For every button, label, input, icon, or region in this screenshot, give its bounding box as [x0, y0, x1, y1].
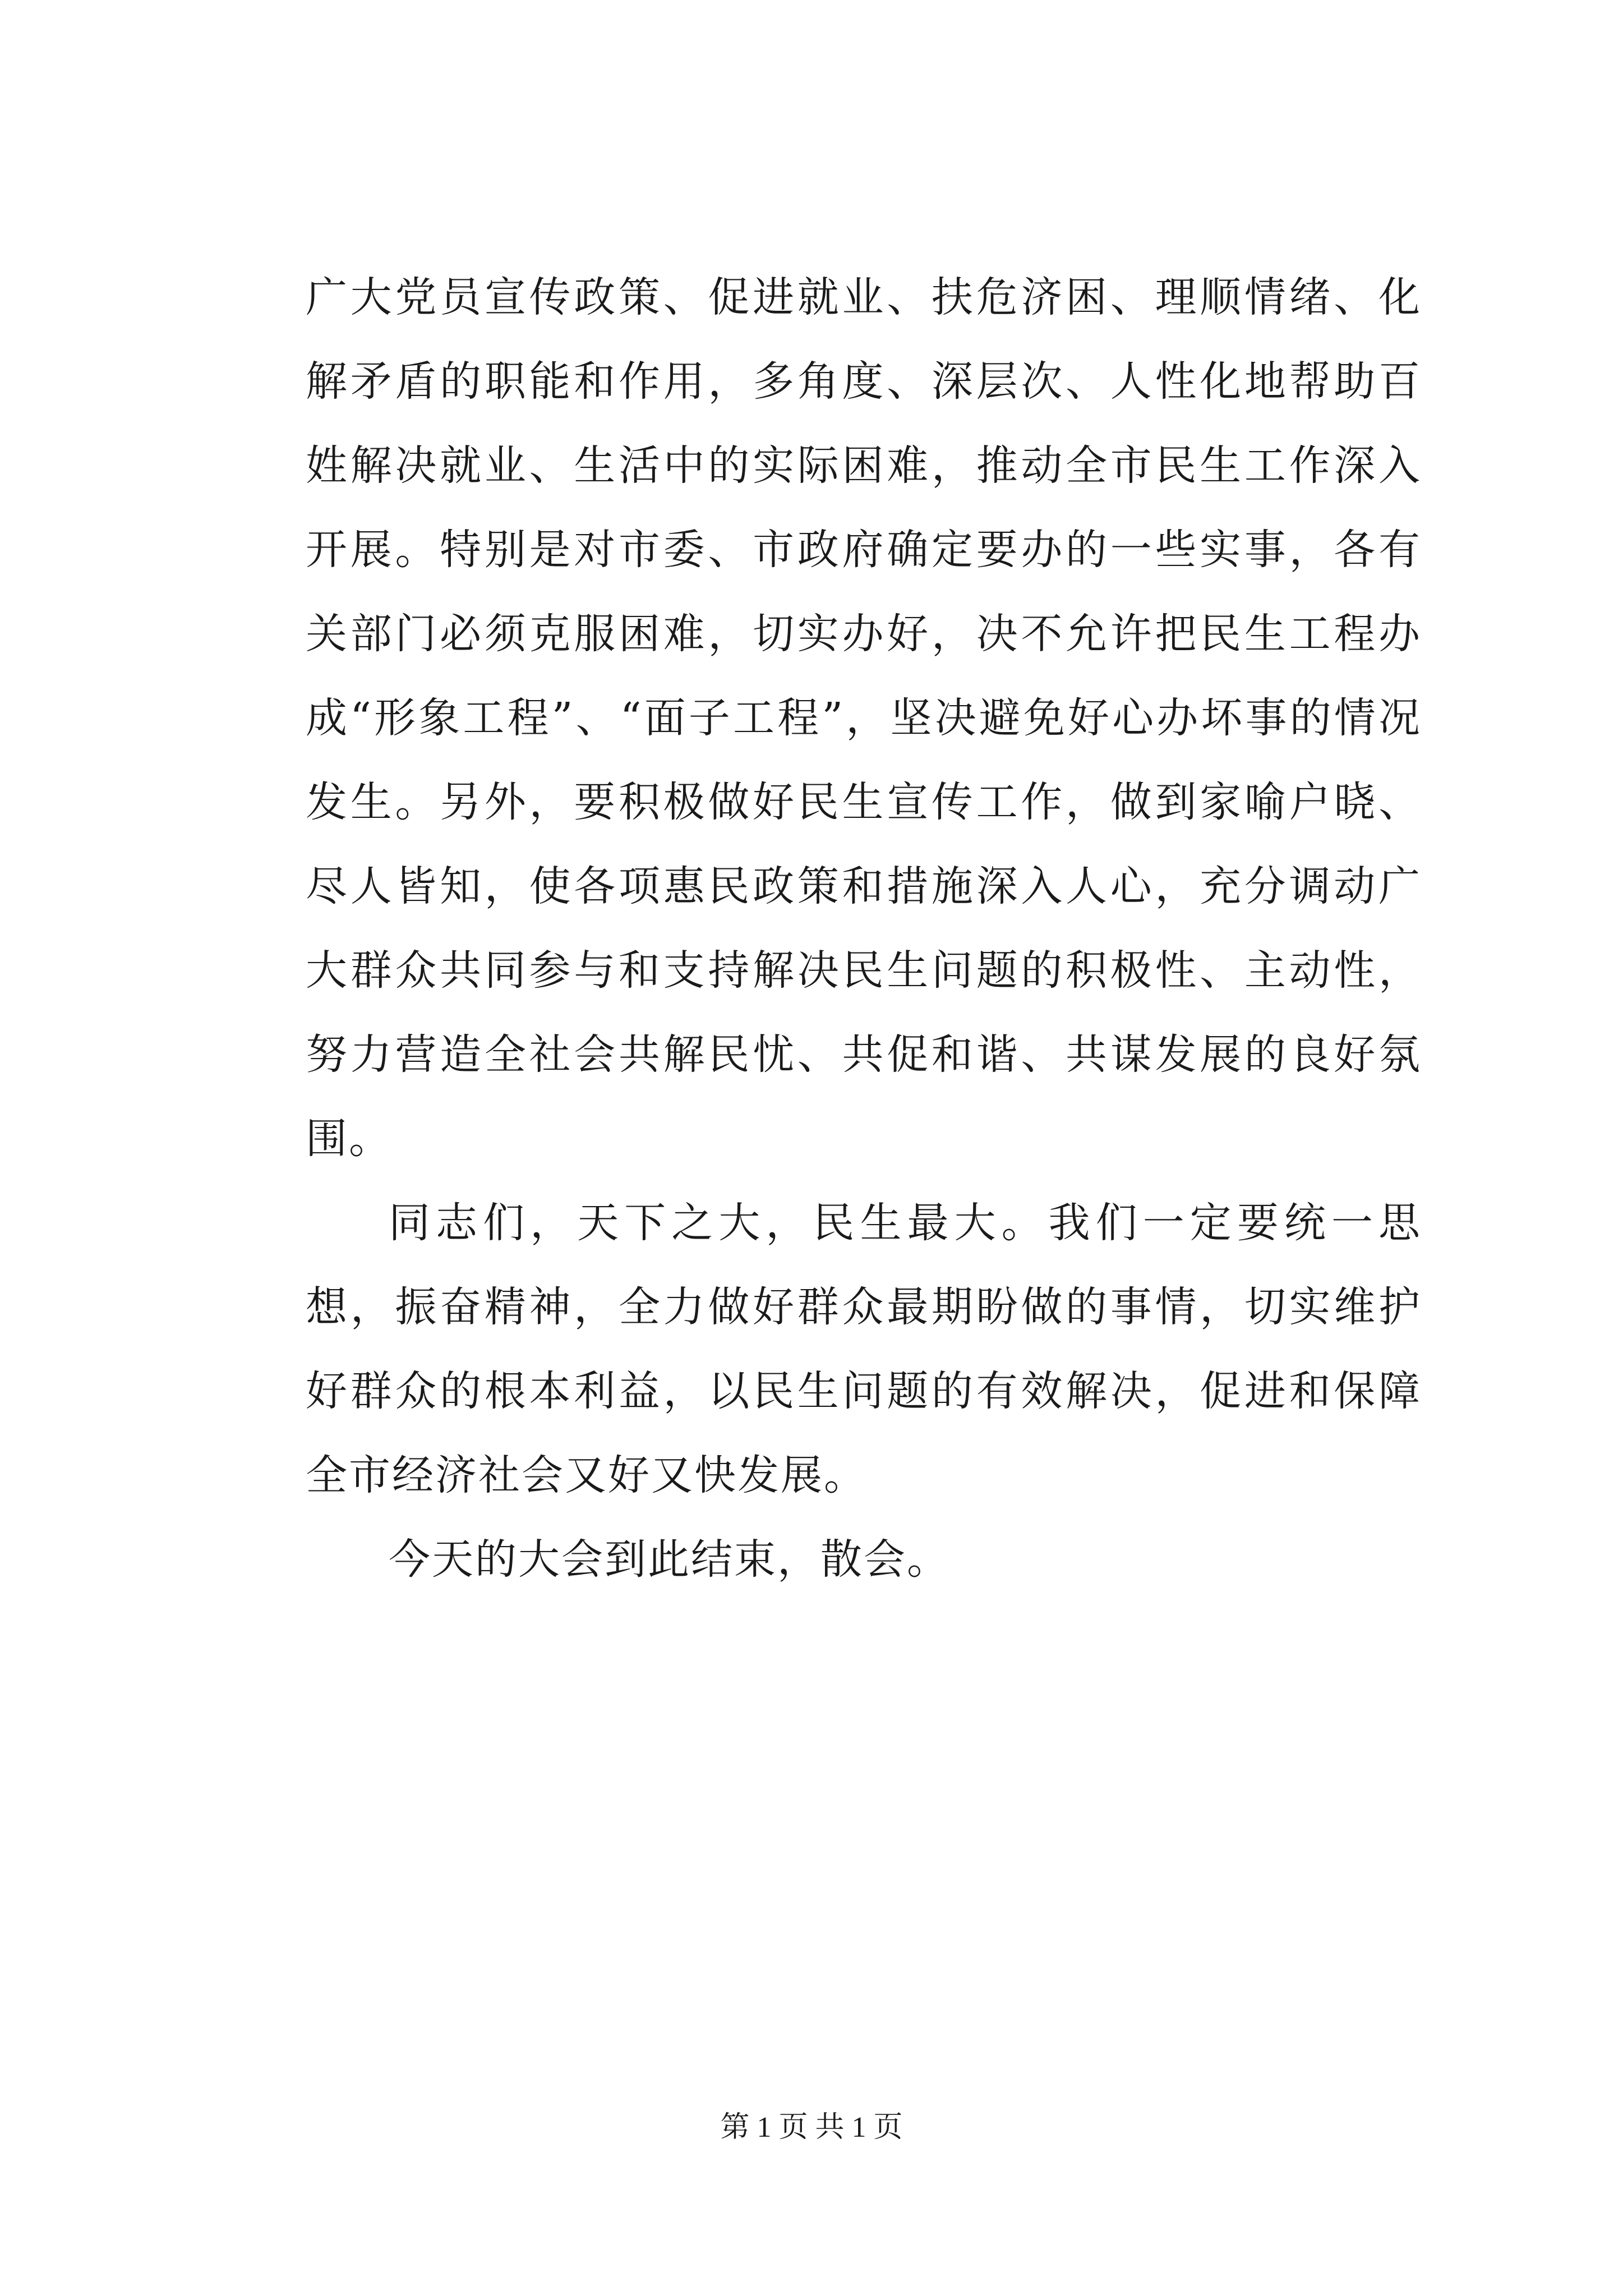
page-footer: 第 1 页 共 1 页	[720, 2111, 903, 2143]
paragraph-closing-remarks: 同志们，天下之大，民生最大。我们一定要统一思想，振奋精神，全力做好群众最期盼做的事情，切实维护好群众的根本利益，以民生问题的有效解决，促进和保障全市经济社会又好又快发展。	[306, 1199, 1422, 1499]
paragraph-continuation: 广大党员宣传政策、促进就业、扶危济困、理顺情绪、化解矛盾的职能和作用，多角度、深层次、人性化地帮助百姓解决就业、生活中的实际困难，推动全市民生工作深入开展。特别是对市委、市政府确定要办的一些实事，各有关部门必须克服困难，切实办好，决不允许把民生工程办成“形象工程”、“面子工程”，坚决避免好心办坏事的情况发生。另外，要积极做好民生宣传工作，做到家喻户晓、尽人皆知，使各项惠民政策和措施深入人心，充分调动广大群众共同参与和支持解决民生问题的积极性、主动性，努力营造全社会共解民忧、共促和谐、共谋发展的良好氛围。	[306, 273, 1422, 1163]
document-body	[306, 255, 1422, 1602]
paragraph-adjournment: 今天的大会到此结束，散会。	[389, 1535, 950, 1584]
